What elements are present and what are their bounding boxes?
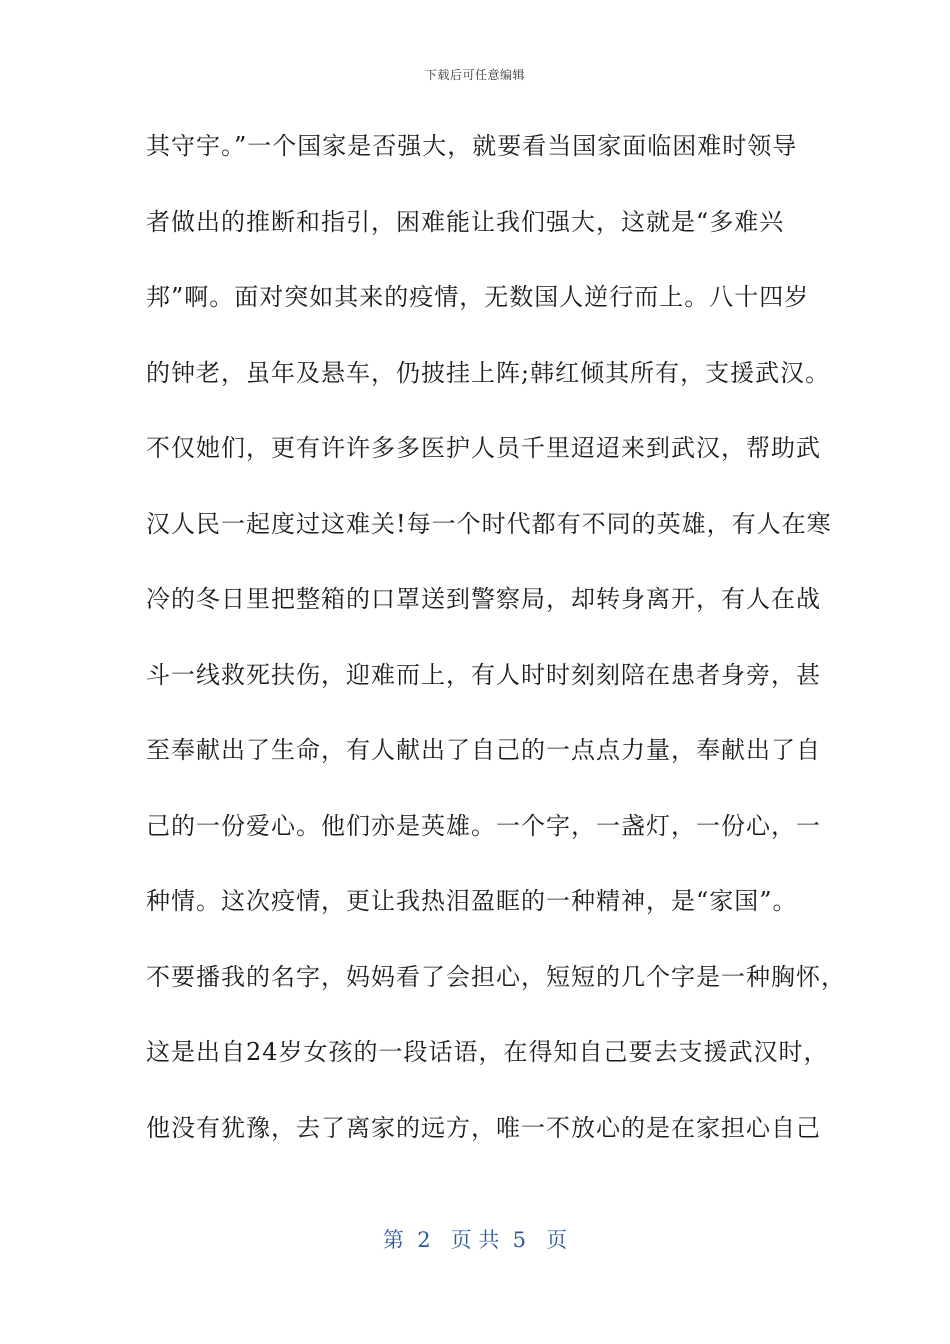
- text-line: 不要播我的名字，妈妈看了会担心，短短的几个字是一种胸怀，: [146, 962, 846, 991]
- page-number-footer: 第 2 页 共 5 页: [382, 1228, 568, 1252]
- text-line: 的钟老，虽年及悬车，仍披挂上阵;韩红倾其所有，支援武汉。: [146, 358, 831, 387]
- text-line: 至奉献出了生命，有人献出了自己的一点点力量，奉献出了自: [146, 736, 821, 764]
- text-line: 不仅她们，更有许许多多医护人员千里迢迢来到武汉，帮助武: [146, 434, 821, 462]
- body-text: [146, 120, 846, 1177]
- text-line: 斗一线救死扶伤，迎难而上，有人时时刻刻陪在患者身旁，甚: [146, 660, 821, 689]
- text-line: 己的一份爱心。他们亦是英雄。一个字，一盏灯，一份心，一: [146, 811, 821, 840]
- text-line: 者做出的推断和指引，困难能让我们强大，这就是“多难兴: [146, 207, 785, 236]
- page-header: 下载后可任意编辑: [424, 68, 525, 82]
- text-line: 这是出自24岁女孩的一段话语，在得知自己要去支援武汉时，: [146, 1038, 829, 1066]
- text-line: 其守宇。”一个国家是否强大，就要看当国家面临困难时领导: [146, 132, 798, 160]
- text-line: 汉人民一起度过这难关!每一个时代都有不同的英雄，有人在寒: [146, 509, 832, 538]
- text-line: 他没有犹豫，去了离家的远方，唯一不放心的是在家担心自己: [146, 1113, 821, 1142]
- text-line: 种情。这次疫情，更让我热泪盈眶的一种精神，是“家国”。: [146, 887, 798, 915]
- text-line: 邦”啊。面对突如其来的疫情，无数国人逆行而上。八十四岁: [146, 283, 810, 311]
- text-line: 冷的冬日里把整箱的口罩送到警察局，却转身离开，有人在战: [146, 585, 821, 613]
